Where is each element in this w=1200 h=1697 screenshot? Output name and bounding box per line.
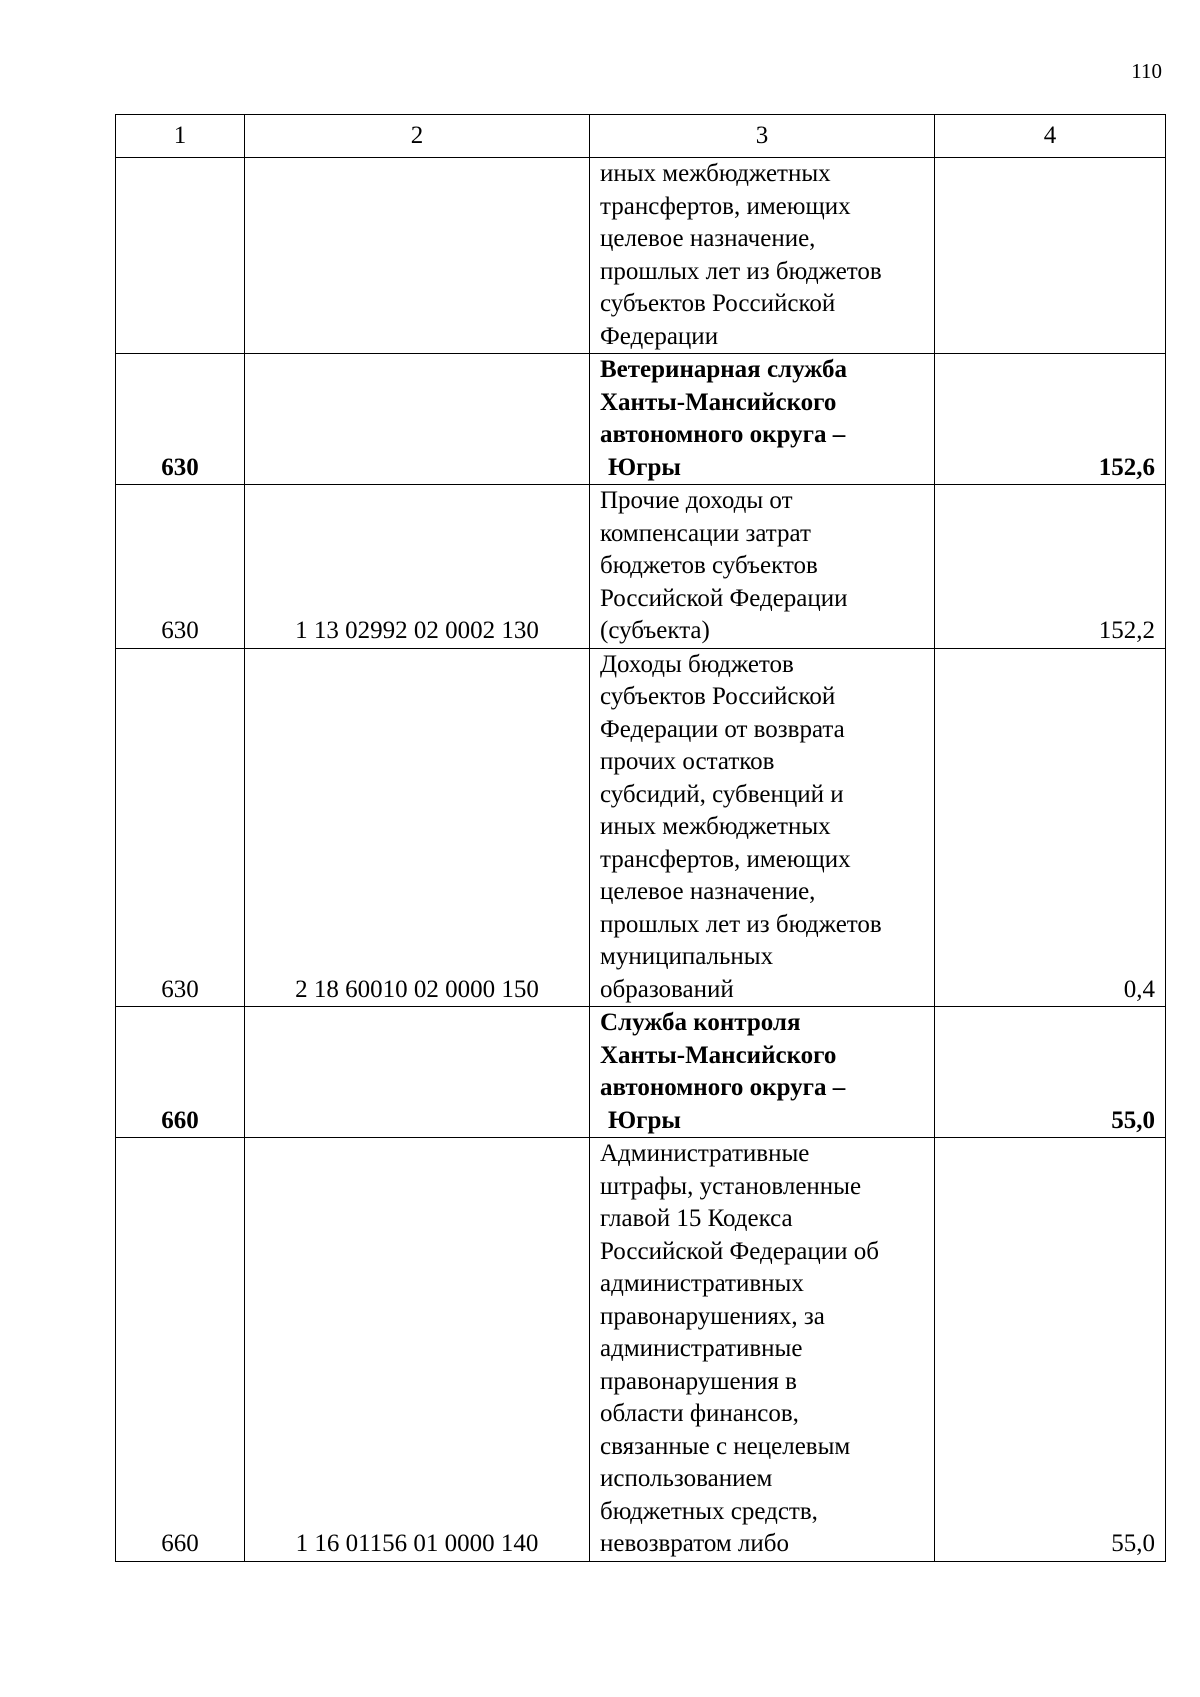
- column-header-3: 3: [590, 115, 935, 158]
- description-line: бюджетных средств,: [600, 1497, 818, 1525]
- description-line: трансфертов, имеющих: [600, 845, 851, 873]
- table-row: [116, 648, 1166, 1007]
- amount-cell: 55,0: [935, 1007, 1166, 1138]
- description-line: образований: [600, 975, 734, 1003]
- budget-code-cell: [245, 158, 590, 354]
- description-line: муниципальных: [600, 943, 774, 970]
- description-line: Служба контроля: [600, 1009, 801, 1036]
- budget-code-cell: 2 18 60010 02 0000 150: [245, 648, 590, 1007]
- budget-code-cell: 1 13 02992 02 0002 130: [245, 485, 590, 649]
- description-line: Ханты-Мансийского: [600, 388, 837, 416]
- description-line: (субъекта): [600, 617, 710, 644]
- admin-code-cell: [116, 158, 245, 354]
- description-line: субъектов Российской: [600, 290, 836, 317]
- description-line: автономного округа –: [600, 421, 846, 448]
- description-line: иных межбюджетных: [600, 813, 831, 840]
- budget-code-cell: [245, 1007, 590, 1138]
- table-row: [116, 354, 1166, 485]
- description-line: Югры: [608, 453, 681, 481]
- amount-cell: 152,2: [935, 485, 1166, 649]
- description-cell: [590, 1138, 935, 1562]
- amount-cell: 0,4: [935, 648, 1166, 1007]
- description-line: субъектов Российской: [600, 683, 836, 710]
- description-line: административных: [600, 1270, 804, 1297]
- table-row: [116, 1138, 1166, 1562]
- description-line: автономного округа –: [600, 1074, 846, 1101]
- description-line: Федерации от возврата: [600, 715, 845, 743]
- admin-code-cell: 630: [116, 648, 245, 1007]
- description-line: Югры: [608, 1106, 681, 1134]
- column-header-4: 4: [935, 115, 1166, 158]
- description-line: целевое назначение,: [600, 878, 816, 905]
- description-line: штрафы, установленные: [600, 1172, 862, 1200]
- table-row: [116, 158, 1166, 354]
- description-line: иных межбюджетных: [600, 160, 831, 187]
- description-line: правонарушениях, за: [600, 1302, 825, 1330]
- page-number: 110: [1131, 59, 1162, 83]
- table-row: [116, 1007, 1166, 1138]
- description-cell: [590, 1007, 935, 1138]
- admin-code-cell: 630: [116, 485, 245, 649]
- description-line: прошлых лет из бюджетов: [600, 910, 882, 938]
- description-line: прошлых лет из бюджетов: [600, 257, 882, 285]
- description-line: Российской Федерации об: [600, 1237, 879, 1265]
- admin-code-cell: 660: [116, 1007, 245, 1138]
- description-cell: [590, 648, 935, 1007]
- budget-code-cell: 1 16 01156 01 0000 140: [245, 1138, 590, 1562]
- description-line: компенсации затрат: [600, 519, 811, 547]
- description-line: целевое назначение,: [600, 225, 816, 252]
- description-line: Федерации: [600, 322, 719, 350]
- description-line: использованием: [600, 1465, 773, 1492]
- amount-cell: 152,6: [935, 354, 1166, 485]
- description-line: трансфертов, имеющих: [600, 192, 851, 220]
- budget-code-cell: [245, 354, 590, 485]
- description-line: Российской Федерации: [600, 584, 848, 612]
- description-line: Доходы бюджетов: [600, 650, 794, 678]
- description-line: Административные: [600, 1140, 810, 1167]
- admin-code-cell: 630: [116, 354, 245, 485]
- description-line: главой 15 Кодекса: [600, 1205, 793, 1232]
- description-line: связанные с нецелевым: [600, 1432, 851, 1460]
- amount-cell: 55,0: [935, 1138, 1166, 1562]
- description-line: административные: [600, 1335, 803, 1362]
- description-cell: [590, 485, 935, 649]
- description-line: прочих остатков: [600, 748, 775, 775]
- budget-table: [115, 114, 1166, 1562]
- description-line: субсидий, субвенций и: [600, 780, 844, 808]
- description-line: Прочие доходы от: [600, 487, 793, 514]
- description-line: бюджетов субъектов: [600, 552, 818, 579]
- column-header-2: 2: [245, 115, 590, 158]
- admin-code-cell: 660: [116, 1138, 245, 1562]
- description-cell: [590, 354, 935, 485]
- amount-cell: [935, 158, 1166, 354]
- description-line: Ветеринарная служба: [600, 356, 848, 383]
- description-line: области финансов,: [600, 1400, 799, 1427]
- description-line: Ханты-Мансийского: [600, 1041, 837, 1069]
- description-line: невозвратом либо: [600, 1530, 790, 1557]
- table-body: [116, 158, 1166, 1562]
- table-row: [116, 485, 1166, 649]
- description-cell: [590, 158, 935, 354]
- column-header-1: 1: [116, 115, 245, 158]
- table-header-row: [116, 115, 1166, 158]
- description-line: правонарушения в: [600, 1367, 797, 1395]
